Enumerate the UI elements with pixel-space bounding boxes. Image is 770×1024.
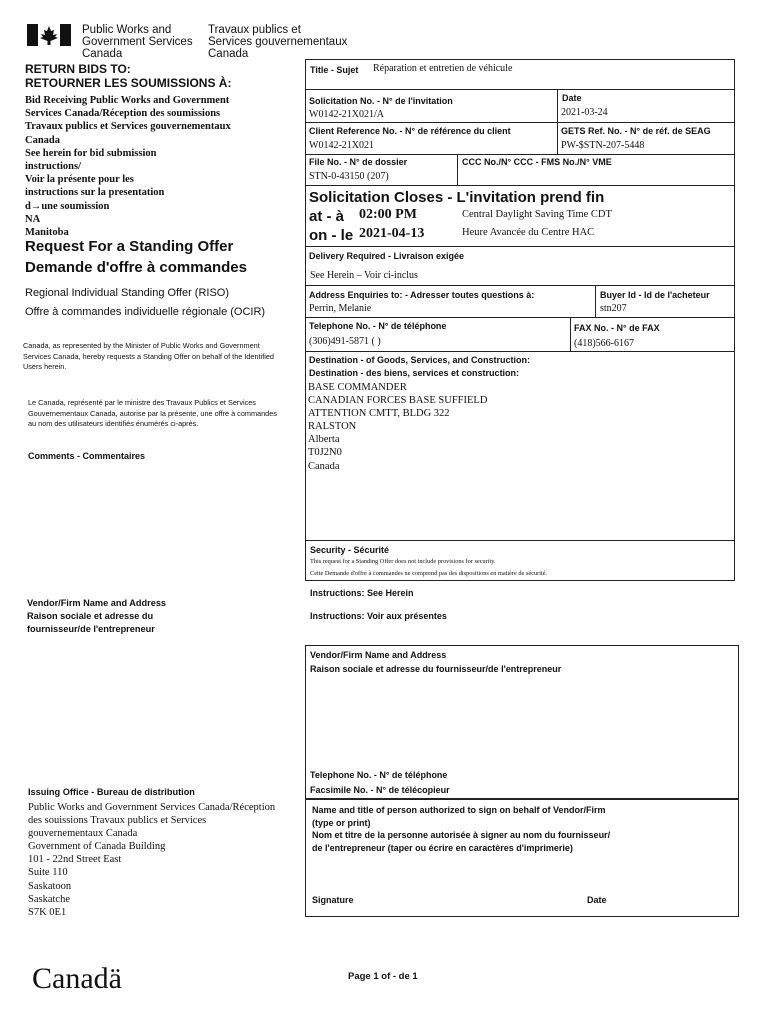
vendor-name-label: Vendor/Firm Name and Address — [310, 650, 447, 660]
divider — [457, 154, 458, 185]
security-note-en: This request for a Standing Offer does not include provisions for security. — [310, 558, 496, 565]
gets-reference-label: GETS Ref. No. - N° de réf. de SEAG — [561, 126, 711, 136]
solicitation-label: Solicitation No. - N° de l'invitation — [309, 96, 453, 106]
request-paragraph-fr: Le Canada, représenté par le ministre des Travaux Publics et Services Gouvernementaux Canada, autorise par la présente, une offre à commandes au nom des utilisateurs identifiés énumérés ci-après. — [28, 398, 277, 428]
enquiries-label: Address Enquiries to: - Adresser toutes questions à: — [309, 290, 535, 300]
client-reference-value: W0142-21X021 — [309, 140, 374, 151]
divider — [305, 122, 735, 123]
client-reference-label: Client Reference No. - N° de référence du client — [309, 126, 511, 136]
divider — [305, 246, 735, 247]
issuing-office-label: Issuing Office - Bureau de distribution — [28, 787, 195, 797]
ccc-number-label: CCC No./N° CCC - FMS No./N° VME — [462, 157, 612, 167]
gets-reference-value: PW-$STN-207-5448 — [561, 140, 645, 151]
fax-value: (418)566-6167 — [574, 338, 634, 349]
divider — [305, 317, 735, 318]
title-value: Réparation et entretien de véhicule — [373, 63, 513, 74]
divider — [305, 285, 735, 286]
date-value: 2021-03-24 — [561, 107, 608, 118]
vendor-address-label-left: Vendor/Firm Name and Address Raison sociale et adresse du fournisseur/de l'entrepreneur — [27, 598, 167, 634]
destination-label-en: Destination - of Goods, Services, and Construction: — [309, 355, 531, 365]
solicitation-form-box — [305, 59, 735, 581]
divider — [305, 89, 735, 90]
signature-date-label: Date — [587, 895, 607, 905]
page-number: Page 1 of - de 1 — [348, 971, 418, 982]
buyer-id-label: Buyer Id - Id de l'acheteur — [600, 290, 710, 300]
date-label: Date — [562, 93, 582, 103]
vendor-telephone-label: Telephone No. - N° de téléphone — [310, 770, 448, 780]
enquiries-value: Perrin, Melanie — [309, 303, 372, 314]
divider — [305, 351, 735, 352]
closing-at-label: at - à — [309, 208, 345, 225]
closing-time: 02:00 PM — [359, 207, 417, 222]
buyer-id-value: stn207 — [600, 303, 627, 314]
department-name-en: Public Works and Government Services Canada — [82, 24, 193, 60]
destination-address: BASE COMMANDER CANADIAN FORCES BASE SUFFIELD ATTENTION CMTT, BLDG 322 RALSTON Alberta T0J2N0 Canada — [308, 382, 488, 472]
closing-on-label: on - le — [309, 227, 354, 244]
divider — [595, 285, 596, 317]
title-label: Title - Sujet — [310, 65, 359, 75]
issuing-office-address: Public Works and Government Services Canada/Réception des souissions Travaux publics et Services gouvernementaux Canada Government of Canada Building 101 - 22nd Street East Suite 110 Saskatoon Saskatche S7K 0E1 — [28, 802, 276, 918]
divider — [305, 540, 735, 541]
comments-label: Comments - Commentaires — [28, 451, 146, 461]
canada-flag-icon — [27, 24, 71, 46]
destination-label-fr: Destination - des biens, services et construction: — [309, 368, 520, 378]
divider — [570, 317, 571, 351]
closing-date: 2021-04-13 — [359, 226, 425, 241]
file-number-label: File No. - N° de dossier — [309, 157, 408, 167]
security-note-fr: Cette Demande d'offre à commandes ne comprend pas des dispositions en matière de sécurité. — [310, 570, 548, 577]
divider — [305, 154, 735, 155]
file-number-value: STN-0-43150 (207) — [309, 171, 389, 182]
return-bids-heading: RETURN BIDS TO: RETOURNER LES SOUMISSIONS À: — [25, 62, 232, 90]
authorized-person-label: Name and title of person authorized to sign on behalf of Vendor/Firm (type or print) Nom et titre de la personne autorisée à signer au nom du fournisseur/ de l'entrepreneur (taper ou écrire en caractères d'imprimerie) — [312, 805, 611, 853]
security-label: Security - Sécurité — [310, 545, 390, 555]
canada-wordmark-logo: Canadä — [32, 962, 122, 995]
request-paragraph-en: Canada, as represented by the Minister of Public Works and Government Services Canada, hereby requests a Standing Offer on behalf of the Identified Users herein. — [23, 341, 274, 371]
delivery-value: See Herein – Voir ci-inclus — [310, 270, 418, 281]
bid-receiving-address: Bid Receiving Public Works and Government Services Canada/Réception des soumissions Travaux publics et Services gouvernementaux Canada See herein for bid submission instructions/ Voir la présente pour les instructions sur la presentation d→une soumission NA Manitoba — [25, 95, 231, 239]
vendor-address-label: Raison sociale et adresse du fournisseur/de l'entrepreneur — [310, 664, 562, 674]
fax-label: FAX No. - N° de FAX — [574, 323, 660, 333]
telephone-label: Telephone No. - N° de téléphone — [309, 321, 447, 331]
signature-label: Signature — [312, 895, 354, 905]
department-name-fr: Travaux publics et Services gouvernementaux Canada — [208, 24, 348, 60]
vendor-facsimile-label: Facsimile No. - N° de télécopieur — [310, 785, 450, 795]
request-title: Request For a Standing Offer Demande d'offre à commandes — [25, 238, 247, 276]
telephone-value: (306)491-5871 ( ) — [309, 336, 381, 347]
instructions-fr: Instructions: Voir aux présentes — [310, 611, 447, 621]
delivery-label: Delivery Required - Livraison exigée — [309, 251, 465, 261]
divider — [305, 185, 735, 186]
timezone-en: Central Daylight Saving Time CDT — [462, 209, 612, 220]
solicitation-value: W0142-21X021/A — [309, 109, 384, 120]
solicitation-closes-label: Solicitation Closes - L'invitation prend fin — [309, 189, 605, 206]
instructions-en: Instructions: See Herein — [310, 588, 414, 598]
offer-type: Regional Individual Standing Offer (RISO) Offre à commandes individuelle régionale (OCIR) — [25, 287, 266, 318]
timezone-fr: Heure Avancée du Centre HAC — [462, 227, 595, 238]
